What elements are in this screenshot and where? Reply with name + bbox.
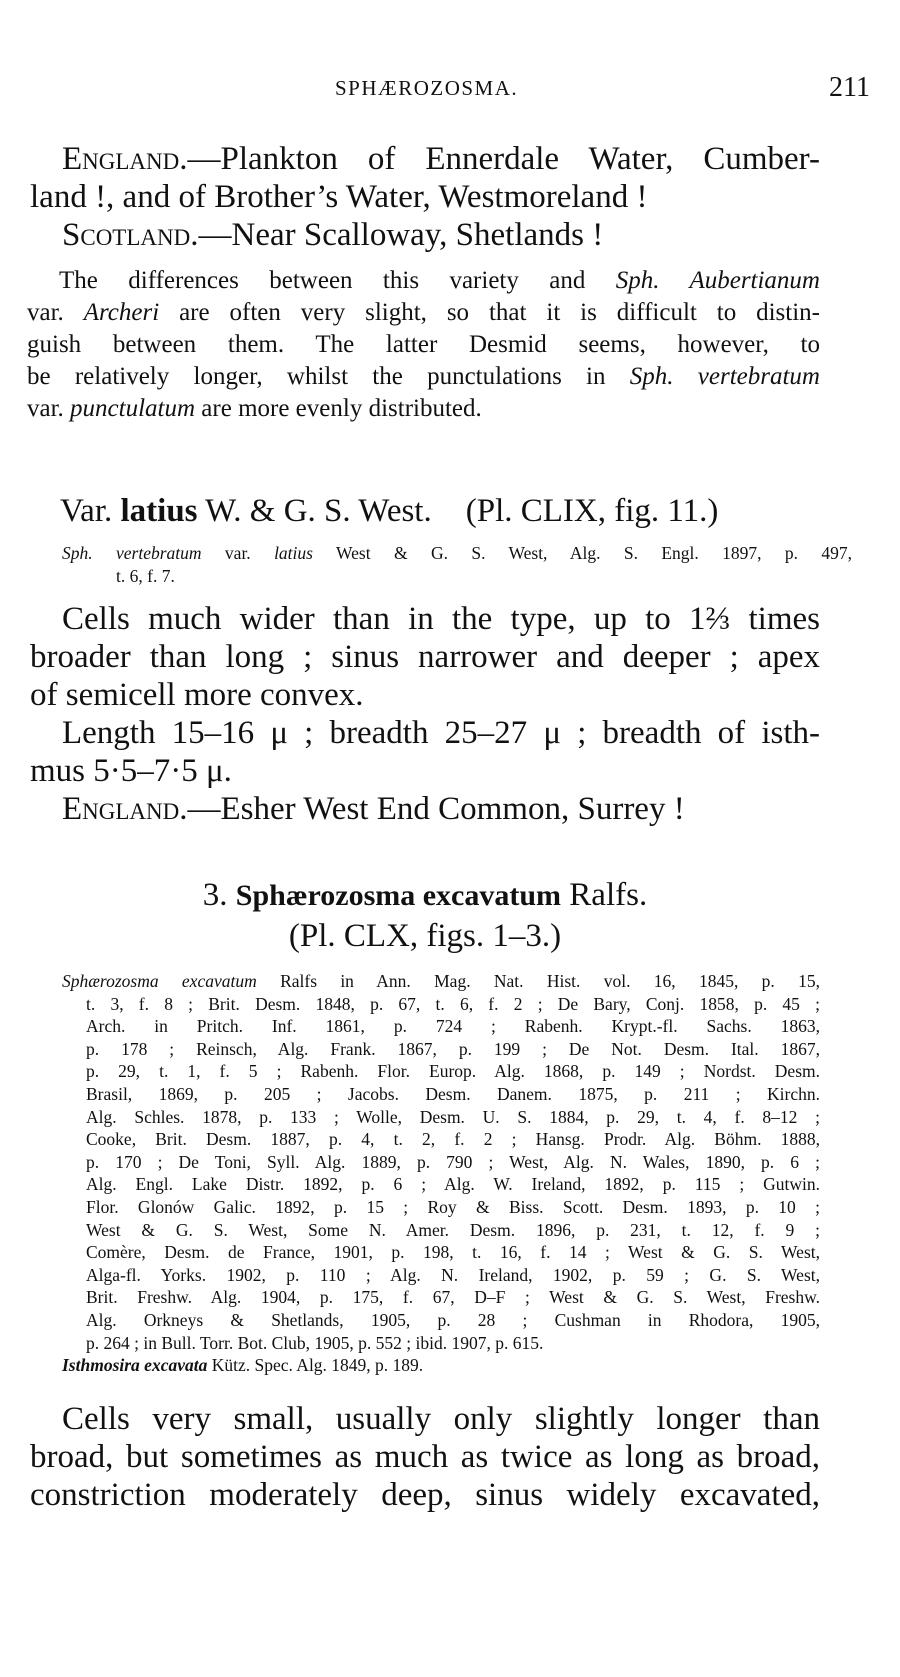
species-synonymy bbox=[62, 970, 820, 1377]
note-text: are more evenly distributed. bbox=[195, 395, 482, 422]
synonym-italic: latius bbox=[274, 543, 313, 563]
note-text: are often very slight, so that it is difficult to distin- bbox=[159, 299, 820, 326]
species-description-line-2: broad, but sometimes as much as twice as long as broad, bbox=[30, 1439, 820, 1475]
variety-heading bbox=[60, 492, 820, 530]
variety-synonymy-line-2: t. 6, f. 7. bbox=[116, 565, 175, 586]
variety-distribution-line bbox=[30, 790, 820, 828]
scotland-text: —Near Scalloway, Shetlands ! bbox=[198, 217, 604, 253]
variety-synonymy-line-1 bbox=[62, 542, 852, 565]
distribution-england-line-2: land !, and of Brother’s Water, Westmoreland ! bbox=[30, 179, 648, 215]
species-name: Sphærozosma excavatum bbox=[235, 879, 562, 912]
synonymy-line: p. 264 ; in Bull. Torr. Bot. Club, 1905, p. 552 ; ibid. 1907, p. 615. bbox=[86, 1332, 544, 1353]
synonymy-line: t. 3, f. 8 ; Brit. Desm. 1848, p. 67, t. 6, f. 2 ; De Bary, Conj. 1858, p. 45 ; bbox=[86, 993, 820, 1014]
note-italic-name: punctulatum bbox=[70, 395, 196, 422]
variety-authors: W. & G. S. West. bbox=[197, 493, 432, 529]
synonymy-line: Alg. Schles. 1878, p. 133 ; Wolle, Desm. U. S. 1884, p. 29, t. 4, f. 8–12 ; bbox=[86, 1106, 820, 1127]
synonymy-line: Alg. Orkneys & Shetlands, 1905, p. 28 ; Cushman in Rhodora, 1905, bbox=[86, 1309, 820, 1330]
england-text: —Plankton of Ennerdale Water, Cumber- bbox=[187, 141, 820, 177]
variety-description-line-1: Cells much wider than in the type, up to 1⅔ times bbox=[62, 601, 820, 637]
synonymy-line: Cooke, Brit. Desm. 1887, p. 4, t. 2, f. 2 ; Hansg. Prodr. Alg. Böhm. 1888, bbox=[86, 1129, 820, 1150]
species-plate-reference: (Pl. CLX, figs. 1–3.) bbox=[288, 918, 562, 954]
note-text: be relatively longer, whilst the punctulations in bbox=[27, 363, 630, 390]
synonymy-line: p. 29, t. 1, f. 5 ; Rabenh. Flor. Europ. Alg. 1868, p. 149 ; Nordst. Desm. bbox=[86, 1061, 820, 1082]
distribution-scotland-line bbox=[30, 216, 820, 254]
synonymy-line: Flor. Glonów Galic. 1892, p. 15 ; Roy & Biss. Scott. Desm. 1893, p. 10 ; bbox=[86, 1196, 820, 1217]
species-description bbox=[30, 1400, 820, 1514]
variety-dimensions-line-2: mus 5·5–7·5 μ. bbox=[30, 753, 232, 789]
variety-plate-reference: (Pl. CLIX, fig. 11.) bbox=[465, 493, 719, 529]
variety-description-line-2: broader than long ; sinus narrower and deeper ; apex bbox=[30, 639, 820, 675]
synonym-italic: Sphærozosma excavatum bbox=[62, 971, 257, 991]
species-heading bbox=[30, 875, 820, 956]
running-title: SPHÆROZOSMA. bbox=[335, 76, 519, 100]
synonym-italic: Isthmosira excavata bbox=[62, 1355, 208, 1376]
species-title bbox=[30, 875, 820, 916]
distribution-england-line bbox=[30, 140, 820, 178]
england-label: England. bbox=[62, 141, 188, 177]
note-text: var. bbox=[27, 299, 84, 326]
variety-prefix: Var. bbox=[60, 493, 121, 529]
synonym-text: var. bbox=[201, 543, 275, 563]
variety-description bbox=[30, 600, 820, 828]
synonymy-text: Ralfs in Ann. Mag. Nat. Hist. vol. 16, 1845, p. 15, bbox=[280, 971, 820, 991]
synonymy-line: Alg. Engl. Lake Distr. 1892, p. 6 ; Alg. W. Ireland, 1892, p. 115 ; Gutwin. bbox=[86, 1174, 820, 1195]
synonymy-line bbox=[62, 970, 820, 993]
synonymy-line: Brit. Freshw. Alg. 1904, p. 175, f. 67, D–F ; West & G. S. West, Freshw. bbox=[86, 1287, 820, 1308]
species-author: Ralfs. bbox=[561, 877, 648, 913]
note-italic-name: Sph. Aubertianum bbox=[615, 267, 820, 294]
note-line-2 bbox=[27, 297, 820, 329]
synonymy-line: Brasil, 1869, p. 205 ; Jacobs. Desm. Danem. 1875, p. 211 ; Kirchn. bbox=[86, 1083, 820, 1104]
note-line-4 bbox=[27, 361, 820, 393]
note-text: The differences between this variety and bbox=[59, 267, 616, 294]
scotland-label: Scotland. bbox=[62, 217, 199, 253]
note-line-1 bbox=[27, 265, 820, 297]
synonymy-line: p. 178 ; Reinsch, Alg. Frank. 1867, p. 199 ; De Not. Desm. Ital. 1867, bbox=[86, 1038, 820, 1059]
species-description-line-3: constriction moderately deep, sinus widely excavated, bbox=[30, 1477, 820, 1513]
synonymy-line: Alga-fl. Yorks. 1902, p. 110 ; Alg. N. Ireland, 1902, p. 59 ; G. S. West, bbox=[86, 1264, 820, 1285]
note-line-5 bbox=[27, 393, 820, 425]
synonymy-text: Kütz. Spec. Alg. 1849, p. 189. bbox=[207, 1355, 424, 1376]
synonymy-line: Arch. in Pritch. Inf. 1861, p. 724 ; Rabenh. Krypt.-fl. Sachs. 1863, bbox=[86, 1016, 820, 1037]
distribution-block bbox=[30, 140, 820, 254]
page-header bbox=[0, 72, 900, 112]
note-paragraph bbox=[27, 265, 820, 425]
note-italic-name: Archeri bbox=[83, 299, 160, 326]
variety-description-line-3: of semicell more convex. bbox=[30, 677, 364, 713]
note-text: var. bbox=[27, 395, 71, 422]
synonymy-isthmosira-line bbox=[62, 1354, 820, 1377]
synonym-italic: Sph. vertebratum bbox=[62, 543, 202, 563]
synonymy-line: Comère, Desm. de France, 1901, p. 198, t. 16, f. 14 ; West & G. S. West, bbox=[86, 1242, 820, 1263]
synonym-text: West & G. S. West, Alg. S. Engl. 1897, p. 497, bbox=[312, 543, 852, 563]
note-italic-name: Sph. vertebratum bbox=[629, 363, 820, 390]
note-line-3: guish between them. The latter Desmid seems, however, to bbox=[27, 331, 820, 358]
species-description-line-1: Cells very small, usually only slightly longer than bbox=[62, 1401, 820, 1437]
species-number: 3. bbox=[202, 877, 236, 913]
synonymy-line: p. 170 ; De Toni, Syll. Alg. 1889, p. 790 ; West, Alg. N. Wales, 1890, p. 6 ; bbox=[86, 1151, 820, 1172]
variety-england-label: England. bbox=[62, 791, 188, 827]
variety-synonymy bbox=[62, 542, 852, 587]
synonymy-line: West & G. S. West, Some N. Amer. Desm. 1896, p. 231, t. 12, f. 9 ; bbox=[86, 1219, 820, 1240]
variety-distribution-text: —Esher West End Common, Surrey ! bbox=[187, 791, 685, 827]
page-number: 211 bbox=[829, 72, 870, 103]
variety-name: latius bbox=[120, 493, 198, 529]
variety-dimensions-line-1: Length 15–16 μ ; breadth 25–27 μ ; breadth of isth- bbox=[62, 715, 820, 751]
